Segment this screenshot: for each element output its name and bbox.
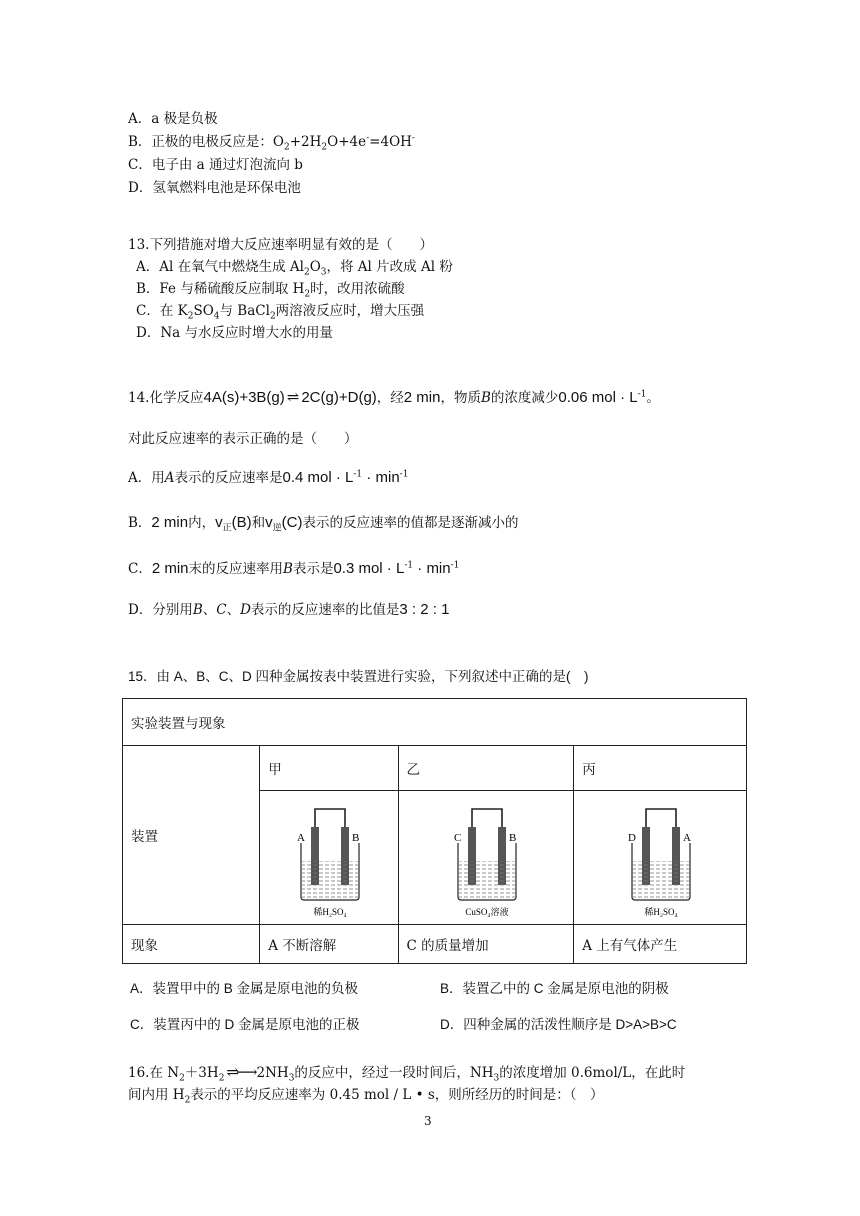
page-number: 3 <box>424 1114 432 1128</box>
q14-d-text: D <box>240 602 251 618</box>
q16-line1 <box>128 1061 685 1084</box>
q14-equation: 4A(s)+3B(g) <box>203 389 285 406</box>
q15-option-c: C．装置丙中的 D 金属是原电池的正极 <box>130 1017 360 1032</box>
q13-c-text: 两溶液反应时，增大压强 <box>275 303 425 319</box>
q15-option-b: B．装置乙中的 C 金属是原电池的阴极 <box>440 981 669 996</box>
galvanic-cell-diagram <box>446 799 526 917</box>
subscript: 正 <box>222 523 232 534</box>
col-label-jia: 甲 <box>260 746 398 791</box>
q16-text: 表示的平均反应速率为 0.45 mol / L • s，则所经历的时间是：（ ） <box>190 1087 604 1103</box>
q14-d-text: B <box>192 602 203 618</box>
q13-option-c <box>136 299 424 322</box>
subscript: 2 <box>184 1095 191 1106</box>
q14-a-text: A．用 <box>128 470 165 486</box>
q16-text: 2NH <box>256 1065 289 1081</box>
q16-text: 16.在 N <box>128 1065 180 1081</box>
q14-d-text: C <box>216 602 227 618</box>
subscript: 2 <box>187 311 194 322</box>
subscript: 4 <box>213 311 220 322</box>
q14-b-text: 和 <box>251 515 266 531</box>
apparatus-cell <box>398 791 574 925</box>
q12-option-a: A．a 极是负极 <box>128 111 218 127</box>
q14-c-text: 末的反应速率用 <box>188 561 284 577</box>
q14-b-text: (B) <box>231 514 252 531</box>
q13-stem: 13.下列措施对增大反应速率明显有效的是（ ） <box>128 237 433 253</box>
subscript: 3 <box>288 1073 295 1084</box>
q14-c-text: · min <box>413 560 451 577</box>
table-row <box>123 746 747 791</box>
q14-option-b <box>128 511 518 534</box>
q14-text: 0.06 mol · L <box>558 389 638 406</box>
experiment-table <box>122 698 747 964</box>
col-label-bing: 丙 <box>574 746 747 791</box>
galvanic-cell-diagram <box>289 799 369 917</box>
q14-text: ，经 <box>376 390 404 406</box>
q14-a-text: 0.4 mol · L <box>282 469 354 486</box>
q13-c-text: SO <box>193 303 214 319</box>
q14-b-text: (C) <box>281 514 303 531</box>
q12-b-text: +2H <box>289 134 322 150</box>
q16-text: 的反应中，经过一段时间后，NH <box>294 1065 494 1081</box>
q14-d-text: 、 <box>202 602 217 618</box>
q13-a-text: A．Al 在氧气中燃烧生成 Al <box>136 259 304 275</box>
equilibrium-arrow-icon: ⇌ <box>286 388 300 406</box>
galvanic-cell-diagram <box>620 799 700 917</box>
subscript: 2 <box>218 1073 225 1084</box>
phenomenon-cell: C 的质量增加 <box>398 925 574 964</box>
q13-c-text: 与 BaCl <box>219 303 270 319</box>
superscript: -1 <box>353 469 363 480</box>
electrode-label: C <box>453 831 462 844</box>
q15-option-a: A．装置甲中的 B 金属是原电池的负极 <box>130 981 359 996</box>
superscript: -1 <box>637 389 647 400</box>
q14-c-text: 表示是 <box>292 561 334 577</box>
q14-b-text: B． <box>128 515 152 531</box>
subscript: 2 <box>179 1073 185 1084</box>
q12-b-text: B．正极的电极反应是：O <box>128 134 284 150</box>
q12-option-b <box>128 130 415 153</box>
superscript: -1 <box>450 560 460 571</box>
apparatus-cell <box>574 791 747 925</box>
q16-line2 <box>128 1083 604 1106</box>
q14-d-text: D．分别用 <box>128 602 193 618</box>
q13-c-text: C．在 K <box>136 303 188 319</box>
q12-b-text: O+4e <box>327 134 367 150</box>
electrode-label: B <box>508 831 517 844</box>
q14-text: 。 <box>646 390 660 406</box>
q14-option-c <box>128 557 459 577</box>
q14-line2: 对此反应速率的表示正确的是（ ） <box>128 431 358 447</box>
q14-b-text: 内， <box>188 515 216 531</box>
solution-label: 稀H₂SO₄ <box>313 906 347 917</box>
q14-b-text: v <box>215 514 223 531</box>
q14-c-text: C． <box>128 561 152 577</box>
table-row <box>123 699 747 746</box>
equilibrium-arrow-icon: ⇌⟶ <box>226 1063 255 1081</box>
q14-text: ，物质 <box>440 390 481 406</box>
q14-equation: 2C(g)+D(g) <box>301 389 377 406</box>
q16-text: 间内用 H <box>128 1087 185 1103</box>
apparatus-cell <box>260 791 398 925</box>
solution-label: CuSO₄溶液 <box>465 906 509 917</box>
electrode-label: A <box>296 831 305 844</box>
q14-option-a <box>128 466 408 486</box>
q14-c-text: 0.3 mol · L <box>333 560 405 577</box>
q13-a-text: O <box>309 259 321 275</box>
q14-a-text: A <box>164 470 175 486</box>
subscript: 2 <box>269 311 276 322</box>
q14-a-text: · min <box>362 469 400 486</box>
q14-text: 2 min <box>403 389 441 406</box>
q16-text: ＋3H <box>184 1065 219 1081</box>
q14-c-text: B <box>283 561 293 577</box>
subscript: 3 <box>320 267 327 278</box>
q13-option-d: D．Na 与水反应时增大水的用量 <box>136 325 333 341</box>
q14-b-text: 2 min <box>151 514 189 531</box>
q12-option-d: D．氢氧燃料电池是环保电池 <box>128 180 301 196</box>
q14-text: 14.化学反应 <box>128 390 204 406</box>
q14-text: B <box>480 390 491 406</box>
subscript: 2 <box>284 142 290 153</box>
q14-b-text: 表示的反应速率的值都是逐渐减小的 <box>302 515 519 531</box>
q14-c-text: 2 min <box>151 560 189 577</box>
table-row <box>123 925 747 964</box>
q12-option-c: C．电子由 a 通过灯泡流向 b <box>128 157 303 173</box>
q13-b-text: 时，改用浓硫酸 <box>310 281 405 297</box>
subscript: 2 <box>304 289 311 300</box>
q14-stem <box>128 386 660 406</box>
col-label-yi: 乙 <box>398 746 574 791</box>
subscript: 2 <box>321 142 328 153</box>
q13-option-a <box>136 255 453 278</box>
subscript: 逆 <box>272 523 282 534</box>
q15-stem: 15．由 A、B、C、D 四种金属按表中装置进行实验，下列叙述中正确的是( ) <box>128 669 589 684</box>
q13-b-text: B．Fe 与稀硫酸反应制取 H <box>136 281 305 297</box>
superscript: - <box>366 133 370 144</box>
table-header-cell: 实验装置与现象 <box>123 699 747 746</box>
subscript: 3 <box>493 1073 500 1084</box>
superscript: -1 <box>404 560 414 571</box>
q16-text: 的浓度增加 0.6mol/L，在此时 <box>499 1065 686 1081</box>
q13-a-text: ，将 Al 片改成 Al 粉 <box>326 259 453 275</box>
q14-text: 的浓度减少 <box>490 390 559 406</box>
q14-d-text: 、 <box>226 602 241 618</box>
phenomenon-label-cell: 现象 <box>123 925 260 964</box>
phenomenon-cell: A 不断溶解 <box>260 925 398 964</box>
electrode-label: D <box>628 831 637 844</box>
solution-label: 稀H₂SO₄ <box>644 906 678 917</box>
subscript: 2 <box>303 267 310 278</box>
q14-d-text: 3 : 2 : 1 <box>399 601 450 618</box>
electrode-label: A <box>683 831 692 844</box>
superscript: -1 <box>399 469 409 480</box>
q15-option-d: D．四种金属的活泼性顺序是 D>A>B>C <box>440 1017 677 1032</box>
q13-option-b <box>136 277 405 300</box>
phenomenon-cell: A 上有气体产生 <box>574 925 747 964</box>
electrode-label: B <box>351 831 360 844</box>
superscript: - <box>411 133 415 144</box>
device-label-cell: 装置 <box>123 746 260 925</box>
q14-option-d <box>128 598 449 618</box>
q14-b-text: v <box>265 514 273 531</box>
q14-a-text: 表示的反应速率是 <box>174 470 283 486</box>
q12-b-text: =4OH <box>369 134 412 150</box>
q14-d-text: 表示的反应速率的比值是 <box>250 602 400 618</box>
